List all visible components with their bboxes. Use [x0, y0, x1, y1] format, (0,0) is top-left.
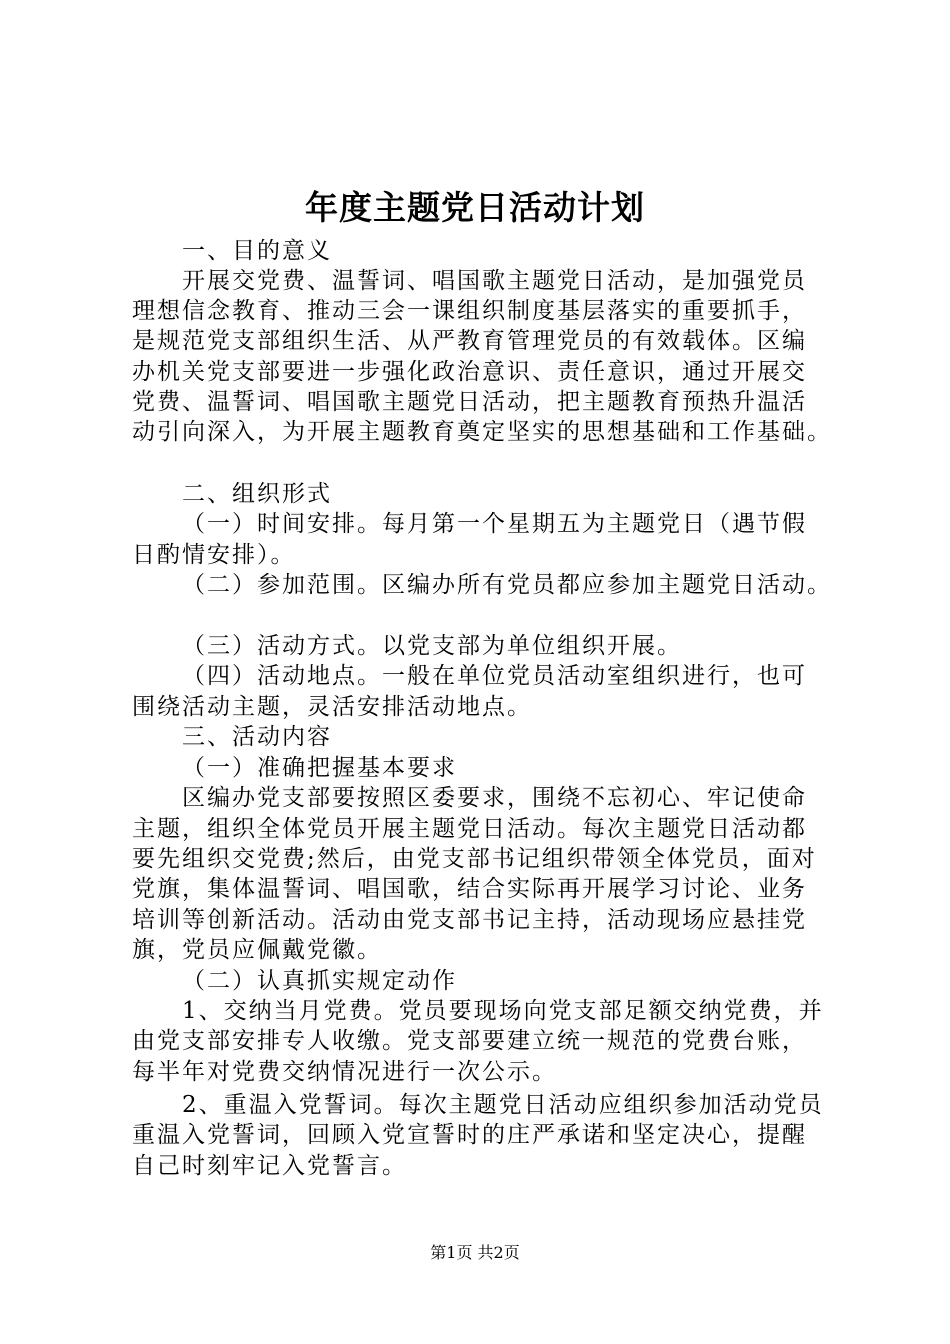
- paragraph-line: 日酌情安排）。: [132, 542, 296, 568]
- paragraph-line: 开展交党费、温誓词、唱国歌主题党日活动，是加强党员: [182, 268, 807, 294]
- document-title: 年度主题党日活动计划: [305, 188, 645, 227]
- paragraph-line: 每半年对党费交纳情况进行一次公示。: [132, 1059, 557, 1085]
- paragraph-line: 动引向深入，为开展主题教育奠定坚实的思想基础和工作基础。: [132, 419, 832, 445]
- paragraph-line: 重温入党誓词，回顾入党宣誓时的庄严承诺和坚定决心，提醒: [132, 1122, 807, 1148]
- paragraph-line: 要先组织交党费;然后，由党支部书记组织带领全体党员，面对: [132, 846, 817, 872]
- paragraph-line: （一）时间安排。每月第一个星期五为主题党日（遇节假: [182, 511, 807, 537]
- paragraph-line: 自己时刻牢记入党誓言。: [132, 1153, 407, 1179]
- page-number-footer: 第1页 共2页: [430, 1243, 520, 1262]
- paragraph-line: 培训等创新活动。活动由党支部书记主持，活动现场应悬挂党: [132, 907, 807, 933]
- section-heading-content: 三、活动内容: [182, 724, 332, 750]
- paragraph-line: 2、重温入党誓词。每次主题党日活动应组织参加活动党员: [182, 1092, 824, 1118]
- paragraph-line: （四）活动地点。一般在单位党员活动室组织进行，也可: [182, 663, 807, 689]
- section-heading-organization: 二、组织形式: [182, 481, 332, 507]
- paragraph-line: （三）活动方式。以党支部为单位组织开展。: [182, 633, 682, 659]
- paragraph-line: 是规范党支部组织生活、从严教育管理党员的有效载体。区编: [132, 328, 807, 354]
- paragraph-line: 围绕活动主题，灵活安排活动地点。: [132, 694, 532, 720]
- subheading: （二）认真抓实规定动作: [182, 968, 457, 994]
- paragraph-line: （二）参加范围。区编办所有党员都应参加主题党日活动。: [182, 572, 832, 598]
- paragraph-line: 区编办党支部要按照区委要求，围绕不忘初心、牢记使命: [182, 785, 807, 811]
- section-heading-purpose: 一、目的意义: [182, 238, 332, 264]
- paragraph-line: 1、交纳当月党费。党员要现场向党支部足额交纳党费，并: [182, 998, 824, 1024]
- paragraph-line: 党费、温誓词、唱国歌主题党日活动，把主题教育预热升温活: [132, 389, 807, 415]
- paragraph-line: 由党支部安排专人收缴。党支部要建立统一规范的党费台账，: [132, 1028, 807, 1054]
- subheading: （一）准确把握基本要求: [182, 755, 457, 781]
- paragraph-line: 旗，党员应佩戴党徽。: [132, 937, 382, 963]
- paragraph-line: 党旗，集体温誓词、唱国歌，结合实际再开展学习讨论、业务: [132, 876, 807, 902]
- paragraph-line: 理想信念教育、推动三会一课组织制度基层落实的重要抓手，: [132, 298, 807, 324]
- paragraph-line: 主题，组织全体党员开展主题党日活动。每次主题党日活动都: [132, 816, 807, 842]
- paragraph-line: 办机关党支部要进一步强化政治意识、责任意识，通过开展交: [132, 359, 807, 385]
